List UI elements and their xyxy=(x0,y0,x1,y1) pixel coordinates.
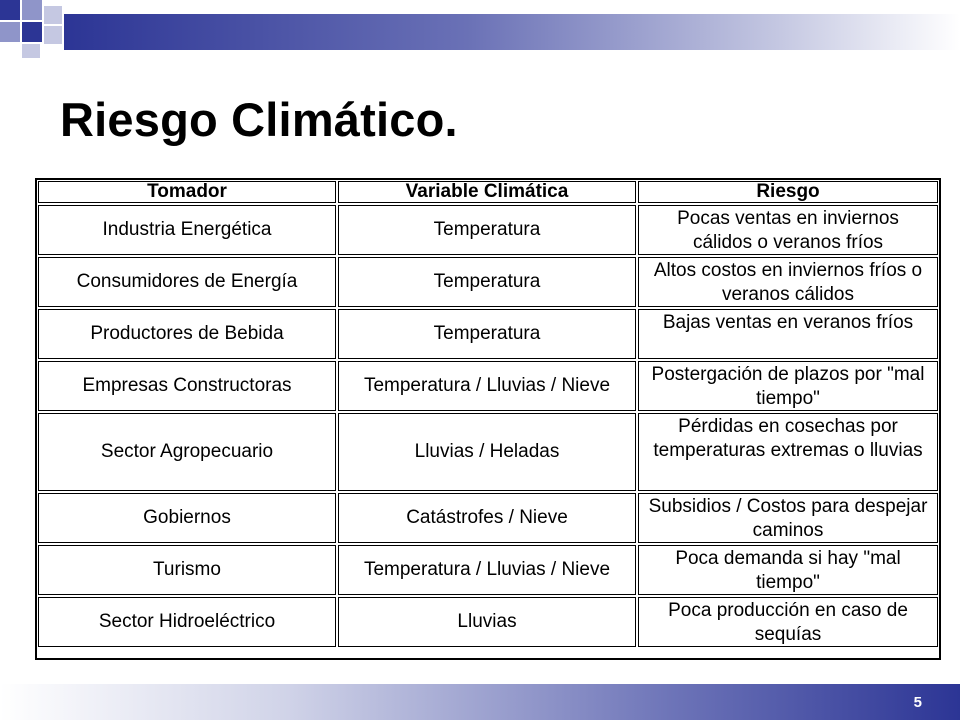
cell-variable-text: Lluvias xyxy=(457,611,517,632)
cell-variable-text: Lluvias / Heladas xyxy=(414,441,560,462)
cell-riesgo-text: Bajas ventas en veranos fríos xyxy=(662,312,914,333)
decor-square xyxy=(22,0,42,20)
cell-riesgo-text: Subsidios / Costos para despejar caminos xyxy=(648,496,928,541)
cell-variable-text: Temperatura xyxy=(433,323,541,344)
cell-tomador-text: Sector Hidroeléctrico xyxy=(98,611,276,632)
cell-tomador xyxy=(38,309,336,359)
cell-variable xyxy=(338,309,636,359)
slide-title: Riesgo Climático. xyxy=(60,93,458,146)
cell-tomador xyxy=(38,597,336,647)
cell-variable-text: Temperatura xyxy=(433,271,541,292)
header-riesgo: Riesgo xyxy=(638,181,938,203)
cell-riesgo-text: Postergación de plazos por "mal tiempo" xyxy=(651,364,925,409)
cell-tomador-text: Productores de Bebida xyxy=(90,323,284,344)
cell-variable-text: Temperatura / Lluvias / Nieve xyxy=(363,375,611,396)
risk-table xyxy=(35,178,941,660)
cell-variable xyxy=(338,205,636,255)
cell-riesgo xyxy=(638,361,938,411)
cell-variable xyxy=(338,493,636,543)
cell-tomador xyxy=(38,205,336,255)
cell-variable-text: Temperatura / Lluvias / Nieve xyxy=(363,559,611,580)
cell-riesgo-text: Poca producción en caso de sequías xyxy=(668,600,908,645)
cell-variable xyxy=(338,545,636,595)
cell-variable xyxy=(338,257,636,307)
top-gradient-bar xyxy=(64,14,960,50)
cell-tomador-text: Empresas Constructoras xyxy=(82,375,292,396)
cell-riesgo-text: Altos costos en inviernos fríos o veranos cálidos xyxy=(653,260,923,305)
decor-square xyxy=(22,44,40,58)
cell-variable-text: Catástrofes / Nieve xyxy=(406,507,568,528)
cell-tomador xyxy=(38,361,336,411)
cell-riesgo xyxy=(638,493,938,543)
decor-square xyxy=(0,22,20,42)
cell-tomador xyxy=(38,493,336,543)
cell-tomador-text: Industria Energética xyxy=(102,219,272,240)
header-variable: Variable Climática xyxy=(338,181,636,203)
decor-square xyxy=(22,22,42,42)
bottom-gradient-bar xyxy=(0,684,960,720)
cell-riesgo xyxy=(638,413,938,491)
cell-tomador-text: Turismo xyxy=(153,559,221,580)
cell-variable-text: Temperatura xyxy=(433,219,541,240)
cell-riesgo-text: Pérdidas en cosechas por temperaturas extremas o lluvias xyxy=(653,416,923,461)
cell-tomador-text: Sector Agropecuario xyxy=(100,441,274,462)
decor-square xyxy=(0,0,20,20)
cell-riesgo xyxy=(638,257,938,307)
cell-riesgo xyxy=(638,597,938,647)
page-number: 5 xyxy=(913,694,922,711)
cell-riesgo-text: Pocas ventas en inviernos cálidos o veranos fríos xyxy=(677,208,899,253)
cell-variable xyxy=(338,413,636,491)
decor-square xyxy=(44,6,62,24)
cell-tomador xyxy=(38,545,336,595)
decor-square xyxy=(44,26,62,44)
cell-tomador xyxy=(38,257,336,307)
cell-riesgo xyxy=(638,309,938,359)
cell-variable xyxy=(338,361,636,411)
header-tomador: Tomador xyxy=(38,181,336,203)
cell-tomador-text: Gobiernos xyxy=(143,507,231,528)
cell-variable xyxy=(338,597,636,647)
cell-riesgo xyxy=(638,205,938,255)
cell-riesgo xyxy=(638,545,938,595)
cell-tomador xyxy=(38,413,336,491)
cell-tomador-text: Consumidores de Energía xyxy=(76,271,298,292)
cell-riesgo-text: Poca demanda si hay "mal tiempo" xyxy=(675,548,901,593)
